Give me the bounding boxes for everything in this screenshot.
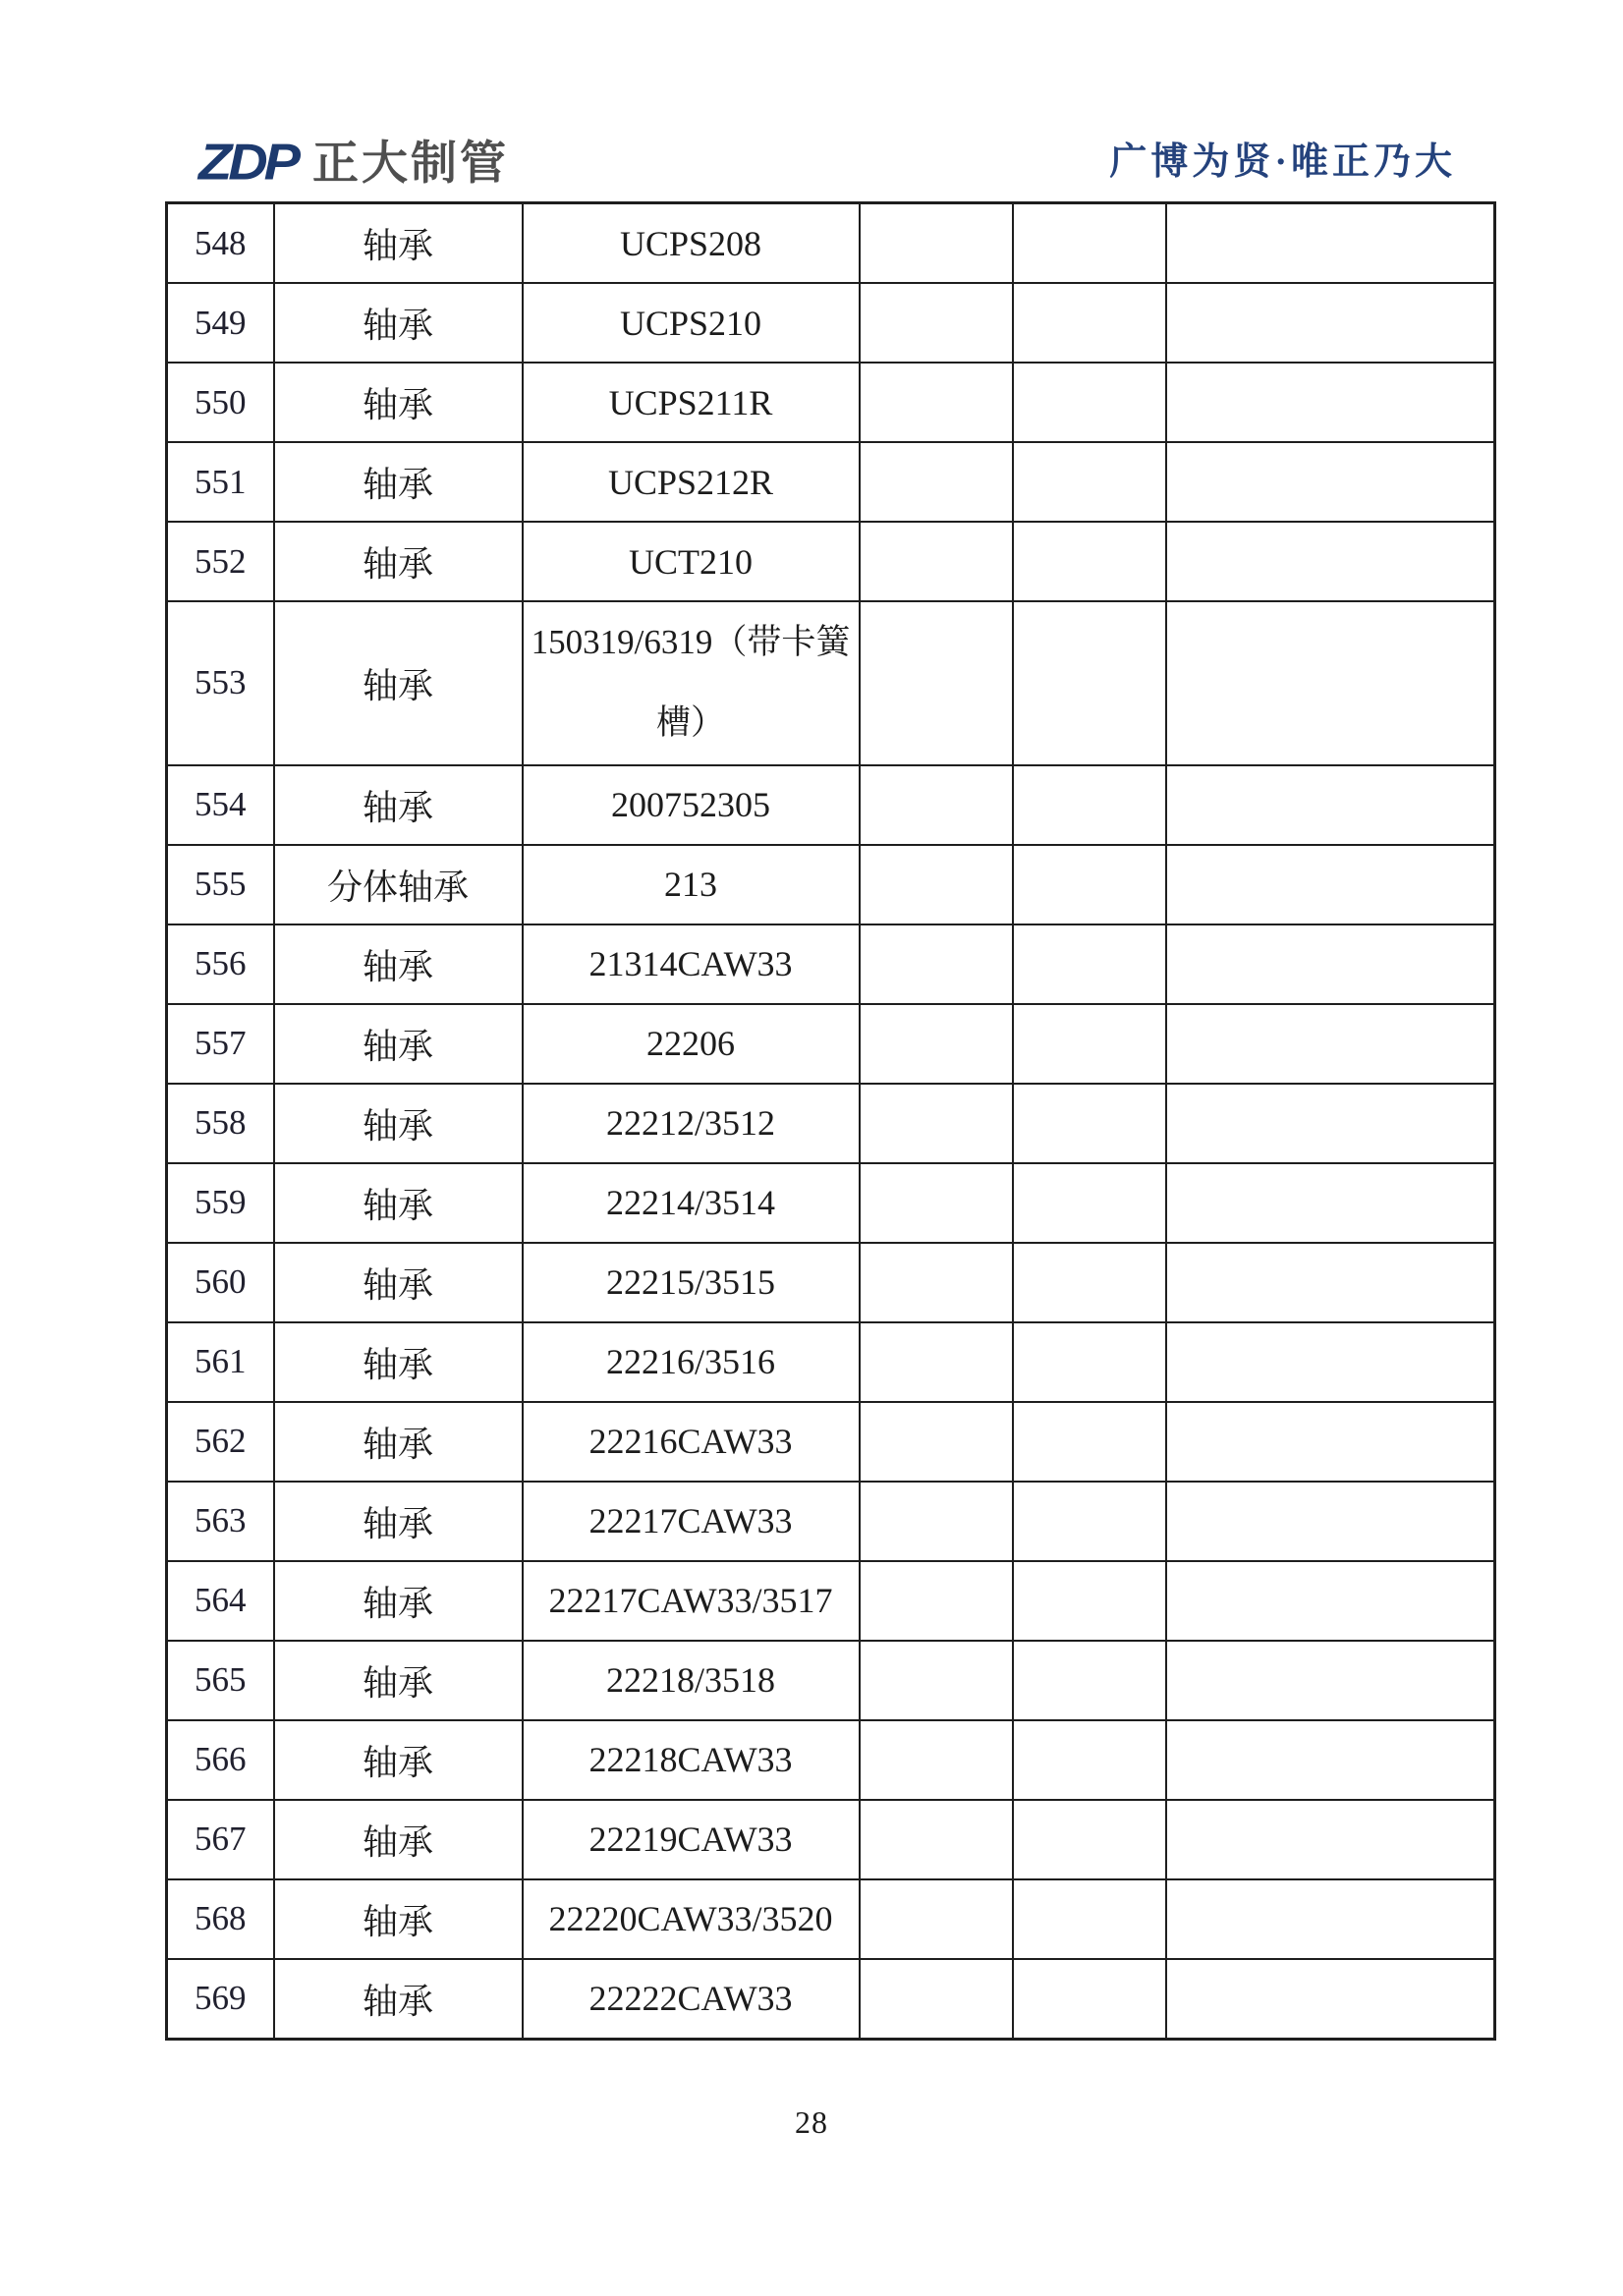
parts-table xyxy=(165,201,1496,2041)
row-number-cell: 563 xyxy=(167,1482,274,1561)
part-name-cell: 轴承 xyxy=(274,203,523,284)
empty-cell xyxy=(1013,1243,1166,1322)
empty-cell xyxy=(860,1163,1013,1243)
empty-cell xyxy=(1166,1004,1495,1084)
part-name-cell: 轴承 xyxy=(274,1243,523,1322)
part-model-cell: 22218/3518 xyxy=(523,1641,860,1720)
empty-cell xyxy=(860,601,1013,765)
empty-cell xyxy=(860,283,1013,363)
empty-cell xyxy=(860,845,1013,924)
company-slogan: 广博为贤·唯正乃大 xyxy=(1109,141,1456,183)
empty-cell xyxy=(1013,1959,1166,2040)
company-logo xyxy=(165,135,509,190)
row-number-cell: 553 xyxy=(167,601,274,765)
table-row xyxy=(167,1322,1495,1402)
table-row xyxy=(167,1084,1495,1163)
empty-cell xyxy=(1013,845,1166,924)
part-name-cell: 轴承 xyxy=(274,1561,523,1641)
table-row xyxy=(167,1879,1495,1959)
part-name-cell: 轴承 xyxy=(274,283,523,363)
table-row xyxy=(167,1959,1495,2040)
table-row xyxy=(167,845,1495,924)
row-number-cell: 549 xyxy=(167,283,274,363)
part-model-cell: 22206 xyxy=(523,1004,860,1084)
empty-cell xyxy=(860,1641,1013,1720)
empty-cell xyxy=(860,765,1013,845)
empty-cell xyxy=(1013,1402,1166,1482)
part-model-cell: UCT210 xyxy=(523,522,860,601)
empty-cell xyxy=(1166,1243,1495,1322)
part-name-cell: 轴承 xyxy=(274,601,523,765)
table-row xyxy=(167,1561,1495,1641)
table-row xyxy=(167,1243,1495,1322)
empty-cell xyxy=(1166,442,1495,522)
part-model-cell: 22222CAW33 xyxy=(523,1959,860,2040)
empty-cell xyxy=(860,1402,1013,1482)
empty-cell xyxy=(860,442,1013,522)
table-row xyxy=(167,363,1495,442)
empty-cell xyxy=(1013,1720,1166,1800)
empty-cell xyxy=(1166,1163,1495,1243)
empty-cell xyxy=(1166,1561,1495,1641)
table-row xyxy=(167,283,1495,363)
row-number-cell: 559 xyxy=(167,1163,274,1243)
part-name-cell: 分体轴承 xyxy=(274,845,523,924)
empty-cell xyxy=(1013,1879,1166,1959)
part-name-cell: 轴承 xyxy=(274,1800,523,1879)
row-number-cell: 551 xyxy=(167,442,274,522)
part-model-cell: UCPS208 xyxy=(523,203,860,284)
empty-cell xyxy=(860,1243,1013,1322)
part-name-cell: 轴承 xyxy=(274,1482,523,1561)
empty-cell xyxy=(1166,601,1495,765)
row-number-cell: 565 xyxy=(167,1641,274,1720)
part-name-cell: 轴承 xyxy=(274,1959,523,2040)
empty-cell xyxy=(1013,283,1166,363)
company-name: 正大制管 xyxy=(312,136,509,189)
empty-cell xyxy=(1166,924,1495,1004)
table-row xyxy=(167,601,1495,765)
empty-cell xyxy=(1013,442,1166,522)
table-row xyxy=(167,1004,1495,1084)
part-name-cell: 轴承 xyxy=(274,1879,523,1959)
zdp-logo-mark: ZDP xyxy=(198,133,297,191)
empty-cell xyxy=(1166,1322,1495,1402)
empty-cell xyxy=(1013,363,1166,442)
empty-cell xyxy=(860,1561,1013,1641)
part-model-cell: 22215/3515 xyxy=(523,1243,860,1322)
row-number-cell: 562 xyxy=(167,1402,274,1482)
empty-cell xyxy=(1013,1482,1166,1561)
table-row xyxy=(167,442,1495,522)
empty-cell xyxy=(1013,1561,1166,1641)
part-name-cell: 轴承 xyxy=(274,1322,523,1402)
part-name-cell: 轴承 xyxy=(274,1720,523,1800)
empty-cell xyxy=(860,522,1013,601)
page-header xyxy=(165,130,1493,195)
empty-cell xyxy=(1166,1482,1495,1561)
empty-cell xyxy=(1013,765,1166,845)
row-number-cell: 548 xyxy=(167,203,274,284)
empty-cell xyxy=(1166,283,1495,363)
part-model-cell: 150319/6319（带卡簧槽） xyxy=(523,601,860,765)
empty-cell xyxy=(1166,203,1495,284)
row-number-cell: 558 xyxy=(167,1084,274,1163)
table-row xyxy=(167,203,1495,284)
row-number-cell: 550 xyxy=(167,363,274,442)
empty-cell xyxy=(860,1084,1013,1163)
row-number-cell: 555 xyxy=(167,845,274,924)
empty-cell xyxy=(1166,1879,1495,1959)
part-model-cell: 22216/3516 xyxy=(523,1322,860,1402)
part-name-cell: 轴承 xyxy=(274,1402,523,1482)
empty-cell xyxy=(1013,1800,1166,1879)
table-row xyxy=(167,1800,1495,1879)
table-row xyxy=(167,522,1495,601)
part-model-cell: 22219CAW33 xyxy=(523,1800,860,1879)
part-name-cell: 轴承 xyxy=(274,442,523,522)
empty-cell xyxy=(1166,1402,1495,1482)
empty-cell xyxy=(860,1482,1013,1561)
table-row xyxy=(167,1163,1495,1243)
part-model-cell: UCPS211R xyxy=(523,363,860,442)
table-row xyxy=(167,765,1495,845)
table-row xyxy=(167,1402,1495,1482)
part-model-cell: 22217CAW33/3517 xyxy=(523,1561,860,1641)
row-number-cell: 552 xyxy=(167,522,274,601)
empty-cell xyxy=(860,1959,1013,2040)
empty-cell xyxy=(1166,1800,1495,1879)
table-row xyxy=(167,1641,1495,1720)
empty-cell xyxy=(1013,522,1166,601)
part-name-cell: 轴承 xyxy=(274,1163,523,1243)
empty-cell xyxy=(1166,522,1495,601)
empty-cell xyxy=(860,1004,1013,1084)
empty-cell xyxy=(860,1879,1013,1959)
part-model-cell: 22220CAW33/3520 xyxy=(523,1879,860,1959)
empty-cell xyxy=(860,924,1013,1004)
part-model-cell: 213 xyxy=(523,845,860,924)
empty-cell xyxy=(860,363,1013,442)
empty-cell xyxy=(860,1720,1013,1800)
empty-cell xyxy=(1166,765,1495,845)
empty-cell xyxy=(1013,1084,1166,1163)
empty-cell xyxy=(1013,1163,1166,1243)
empty-cell xyxy=(1013,924,1166,1004)
part-name-cell: 轴承 xyxy=(274,363,523,442)
part-model-cell: UCPS212R xyxy=(523,442,860,522)
part-name-cell: 轴承 xyxy=(274,765,523,845)
empty-cell xyxy=(860,203,1013,284)
row-number-cell: 557 xyxy=(167,1004,274,1084)
part-model-cell: 22216CAW33 xyxy=(523,1402,860,1482)
empty-cell xyxy=(1013,1004,1166,1084)
empty-cell xyxy=(1013,601,1166,765)
part-model-cell: 22214/3514 xyxy=(523,1163,860,1243)
table-row xyxy=(167,924,1495,1004)
part-name-cell: 轴承 xyxy=(274,1084,523,1163)
row-number-cell: 564 xyxy=(167,1561,274,1641)
part-name-cell: 轴承 xyxy=(274,1004,523,1084)
empty-cell xyxy=(1166,1641,1495,1720)
empty-cell xyxy=(1013,203,1166,284)
empty-cell xyxy=(1166,363,1495,442)
part-name-cell: 轴承 xyxy=(274,522,523,601)
table-row xyxy=(167,1482,1495,1561)
part-model-cell: 200752305 xyxy=(523,765,860,845)
row-number-cell: 568 xyxy=(167,1879,274,1959)
empty-cell xyxy=(860,1800,1013,1879)
row-number-cell: 566 xyxy=(167,1720,274,1800)
empty-cell xyxy=(1013,1641,1166,1720)
part-name-cell: 轴承 xyxy=(274,924,523,1004)
part-model-cell: 22217CAW33 xyxy=(523,1482,860,1561)
part-name-cell: 轴承 xyxy=(274,1641,523,1720)
row-number-cell: 567 xyxy=(167,1800,274,1879)
row-number-cell: 561 xyxy=(167,1322,274,1402)
row-number-cell: 556 xyxy=(167,924,274,1004)
row-number-cell: 554 xyxy=(167,765,274,845)
empty-cell xyxy=(1166,1959,1495,2040)
part-model-cell: 22218CAW33 xyxy=(523,1720,860,1800)
parts-table-body xyxy=(167,203,1495,2040)
row-number-cell: 560 xyxy=(167,1243,274,1322)
part-model-cell: 22212/3512 xyxy=(523,1084,860,1163)
part-model-cell: UCPS210 xyxy=(523,283,860,363)
empty-cell xyxy=(1166,1084,1495,1163)
part-model-cell: 21314CAW33 xyxy=(523,924,860,1004)
empty-cell xyxy=(860,1322,1013,1402)
empty-cell xyxy=(1166,845,1495,924)
row-number-cell: 569 xyxy=(167,1959,274,2040)
empty-cell xyxy=(1013,1322,1166,1402)
page-number: 28 xyxy=(795,2104,828,2140)
table-row xyxy=(167,1720,1495,1800)
empty-cell xyxy=(1166,1720,1495,1800)
